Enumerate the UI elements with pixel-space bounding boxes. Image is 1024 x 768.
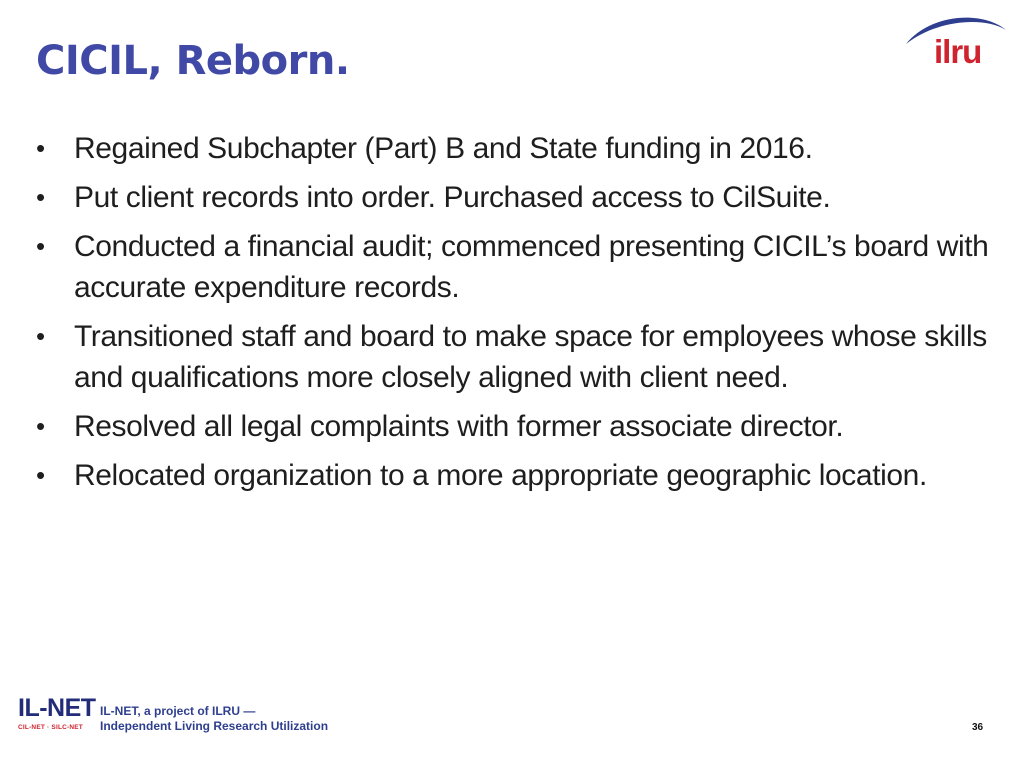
bullet-list [36,128,996,504]
bullet-dot: • [36,321,45,351]
bullet-dot: • [36,182,45,212]
ilru-logo [902,8,1010,68]
bullet-text: Relocated organization to a more appropriate geographic location. [74,459,927,492]
bullet-item [36,128,996,169]
bullet-item [36,406,996,447]
footer-line-2: Independent Living Research Utilization [100,719,329,733]
page-number: 36 [972,722,984,733]
bullet-item [36,316,996,398]
ilnet-logo [18,694,98,738]
ilnet-logo-mark: IL-NET [18,694,96,722]
footer-line-1: IL-NET, a project of ILRU — [100,704,256,718]
bullet-text: Transitioned staff and board to make space for employees whose skills and qualifications more closely aligned with client need. [74,320,987,394]
bullet-dot: • [36,411,45,441]
bullet-dot: • [36,133,45,163]
bullet-text: Resolved all legal complaints with former associate director. [74,410,844,443]
bullet-item [36,455,996,496]
bullet-item [36,177,996,218]
ilru-logo-text: ilru [934,33,982,68]
slide-title: CICIL, Reborn. [36,38,350,84]
bullet-dot: • [36,231,45,261]
bullet-text: Regained Subchapter (Part) B and State funding in 2016. [74,132,813,165]
ilnet-logo-subtitle: CIL-NET · SILC-NET [18,724,83,731]
bullet-text: Conducted a financial audit; commenced presenting CICIL’s board with accurate expenditure records. [74,230,989,304]
footer-caption [100,704,328,734]
bullet-item [36,226,996,308]
bullet-text: Put client records into order. Purchased access to CilSuite. [74,181,831,214]
bullet-dot: • [36,460,45,490]
